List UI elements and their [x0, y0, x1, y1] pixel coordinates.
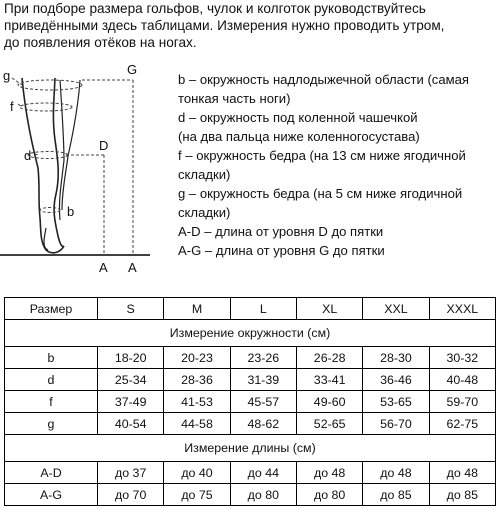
label-b: b: [67, 204, 75, 219]
table-cell: до 85: [429, 484, 495, 506]
legend-line: g – окружность бедра (на 5 см ниже ягодичной: [178, 186, 463, 201]
table-cell: 18-20: [98, 347, 164, 369]
table-cell: 33-41: [296, 369, 362, 391]
table-cell: до 48: [429, 462, 495, 484]
legend-line: тонкая часть ноги): [178, 91, 291, 106]
header-cell: L: [230, 298, 296, 320]
legend-line: складки): [178, 167, 231, 182]
legend-line: d – окружность под коленной чашечкой: [178, 110, 418, 125]
table-cell: 45-57: [230, 391, 296, 413]
table-cell: 56-70: [363, 413, 429, 435]
row-label: d: [5, 369, 98, 391]
row-label: b: [5, 347, 98, 369]
table-cell: 28-30: [363, 347, 429, 369]
table-cell: до 80: [296, 484, 362, 506]
label-G: G: [127, 62, 138, 77]
legend-line: (на два пальца ниже коленногосустава): [178, 129, 420, 144]
table-cell: 25-34: [98, 369, 164, 391]
legend-line: A-D – длина от уровня D до пятки: [178, 224, 384, 239]
row-label: g: [5, 413, 98, 435]
header-cell: XXL: [363, 298, 429, 320]
legend-line: складки): [178, 205, 231, 220]
legend-line: b – окружность надлодыжечной области (самая: [178, 72, 470, 87]
measurement-ellipses: [18, 80, 82, 213]
table-cell: 40-54: [98, 413, 164, 435]
table-cell: до 85: [363, 484, 429, 506]
row-label: A-D: [5, 462, 98, 484]
table-cell: до 75: [164, 484, 230, 506]
table-cell: 48-62: [230, 413, 296, 435]
size-table: [4, 297, 496, 506]
label-A-1: A: [99, 260, 108, 275]
table-cell: до 70: [98, 484, 164, 506]
section-title: Измерение длины (см): [5, 435, 496, 462]
table-cell: 59-70: [429, 391, 495, 413]
table-cell: 40-48: [429, 369, 495, 391]
table-cell: 49-60: [296, 391, 362, 413]
table-cell: до 37: [98, 462, 164, 484]
table-cell: 41-53: [164, 391, 230, 413]
table-row: [5, 462, 496, 484]
table-row: [5, 391, 496, 413]
section-title: Измерение окружности (см): [5, 320, 496, 347]
table-cell: до 44: [230, 462, 296, 484]
table-cell: 20-23: [164, 347, 230, 369]
table-cell: 30-32: [429, 347, 495, 369]
table-cell: 53-65: [363, 391, 429, 413]
header-cell: S: [98, 298, 164, 320]
table-cell: 37-49: [98, 391, 164, 413]
table-cell: 23-26: [230, 347, 296, 369]
measurement-legend: [178, 70, 498, 260]
intro-line-2: приведёнными здесь таблицами. Измерения нужно проводить утром,: [4, 18, 445, 33]
table-cell: 26-28: [296, 347, 362, 369]
label-g: g: [3, 68, 11, 83]
table-row: [5, 369, 496, 391]
table-cell: до 40: [164, 462, 230, 484]
table-header-row: [5, 298, 496, 320]
label-d: d: [24, 148, 32, 163]
table-cell: 28-36: [164, 369, 230, 391]
legend-line: A-G – длина от уровня G до пятки: [178, 243, 385, 258]
header-cell: XXXL: [429, 298, 495, 320]
table-cell: 62-75: [429, 413, 495, 435]
label-f: f: [10, 99, 14, 114]
table-cell: 52-65: [296, 413, 362, 435]
intro-line-3: до появления отёков на ногах.: [4, 35, 197, 50]
table-cell: до 48: [296, 462, 362, 484]
leader-lines: [12, 78, 133, 256]
table-row: [5, 484, 496, 506]
table-cell: 31-39: [230, 369, 296, 391]
label-D: D: [99, 138, 109, 153]
section-row-circumference: [5, 320, 496, 347]
row-label: A-G: [5, 484, 98, 506]
intro-text: [4, 0, 496, 51]
table-cell: до 48: [363, 462, 429, 484]
legend-line: f – окружность бедра (на 13 см ниже ягодичной: [178, 148, 466, 163]
table-cell: до 80: [230, 484, 296, 506]
leg-measurement-diagram: [0, 60, 170, 285]
section-row-length: [5, 435, 496, 462]
label-A-2: A: [128, 260, 137, 275]
table-cell: 36-46: [363, 369, 429, 391]
row-label: f: [5, 391, 98, 413]
intro-line-1: При подборе размера гольфов, чулок и колготок руководствуйтесь: [4, 1, 426, 16]
table-row: [5, 413, 496, 435]
table-row: [5, 347, 496, 369]
header-cell: M: [164, 298, 230, 320]
table-cell: 44-58: [164, 413, 230, 435]
header-cell: XL: [296, 298, 362, 320]
header-cell: Размер: [5, 298, 98, 320]
